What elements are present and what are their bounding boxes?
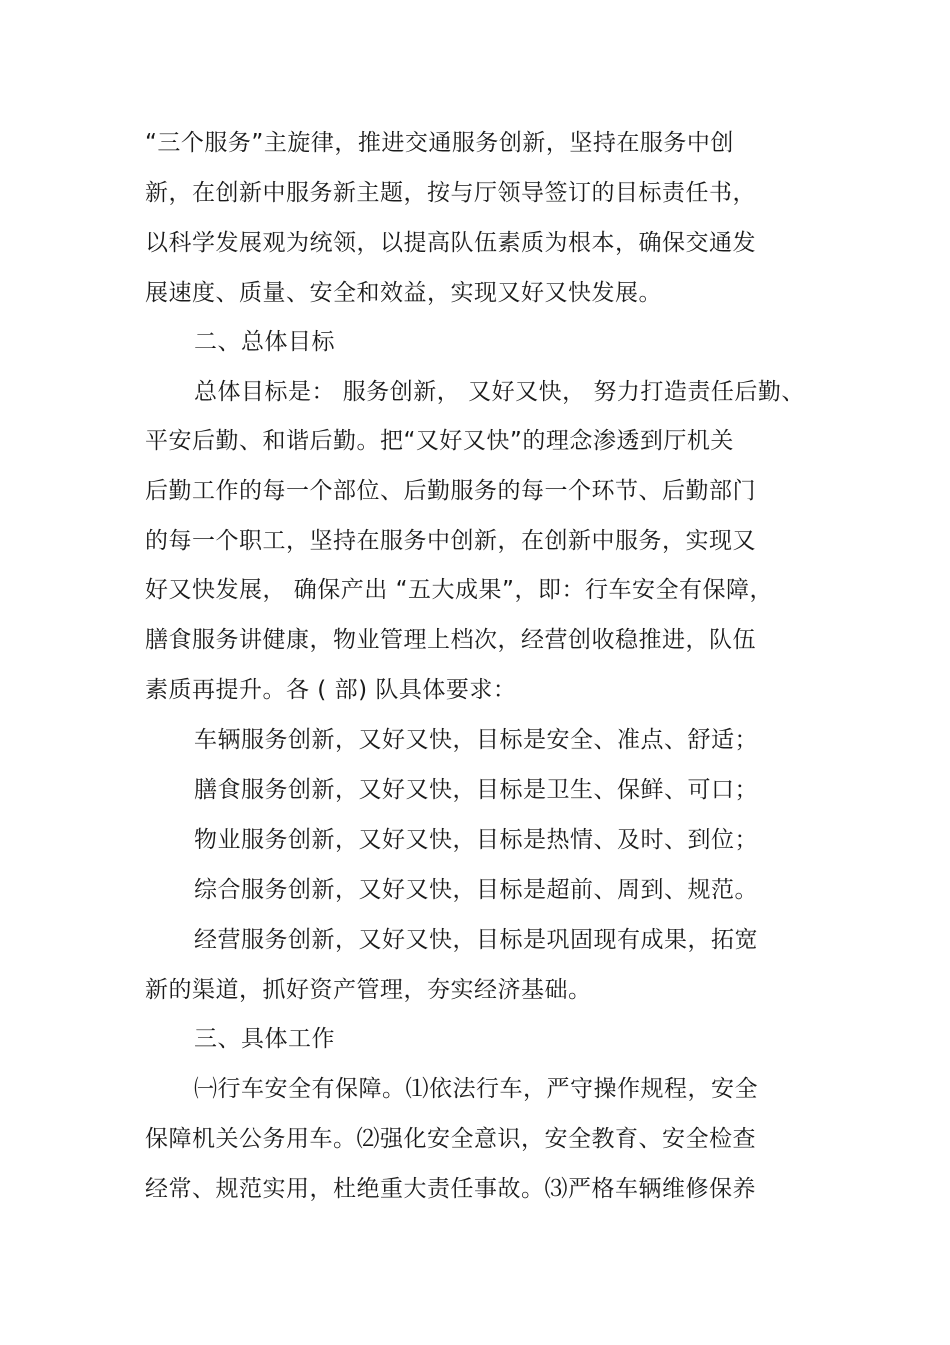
text-line: 好又快发展， 确保产出 “五大成果”，即：行车安全有保障，: [145, 577, 773, 603]
text-line: ㈠行车安全有保障。⑴依法行车，严守操作规程，安全: [194, 1076, 758, 1102]
section-heading: 二、总体目标: [194, 329, 335, 355]
text-line: 保障机关公务用车。⑵强化安全意识，安全教育、安全检查: [145, 1126, 756, 1152]
list-item: 物业服务创新，又好又快，目标是热情、及时、到位；: [194, 827, 758, 853]
text-line: 后勤工作的每一个部位、后勤服务的每一个环节、后勤部门: [145, 478, 756, 504]
text-line: 素质再提升。各 ( 部) 队具体要求：: [145, 677, 517, 703]
text-line: 平安后勤、和谐后勤。把“又好又快”的理念渗透到厅机关: [145, 428, 734, 454]
text-line: 的每一个职工，坚持在服务中创新，在创新中服务，实现又: [145, 528, 756, 554]
list-item: 膳食服务创新，又好又快，目标是卫生、保鲜、可口；: [194, 777, 758, 803]
text-line: 以科学发展观为统领，以提高队伍素质为根本，确保交通发: [145, 230, 756, 256]
section-heading: 三、具体工作: [194, 1026, 335, 1052]
text-line: 展速度、质量、安全和效益，实现又好又快发展。: [145, 280, 662, 306]
text-line: 经常、规范实用，杜绝重大责任事故。⑶严格车辆维修保养: [145, 1176, 756, 1202]
text-line: 新的渠道，抓好资产管理，夯实经济基础。: [145, 977, 592, 1003]
list-item: 经营服务创新，又好又快，目标是巩固现有成果，拓宽: [194, 927, 758, 953]
text-line: 总体目标是： 服务创新， 又好又快， 努力打造责任后勤、: [194, 379, 805, 405]
list-item: 综合服务创新，又好又快，目标是超前、周到、规范。: [194, 877, 758, 903]
text-line: 新，在创新中服务新主题，按与厅领导签订的目标责任书，: [145, 180, 756, 206]
text-line: 膳食服务讲健康，物业管理上档次，经营创收稳推进，队伍: [145, 627, 756, 653]
list-item: 车辆服务创新，又好又快，目标是安全、准点、舒适；: [194, 727, 758, 753]
text-line: “三个服务”主旋律，推进交通服务创新，坚持在服务中创: [145, 130, 734, 156]
